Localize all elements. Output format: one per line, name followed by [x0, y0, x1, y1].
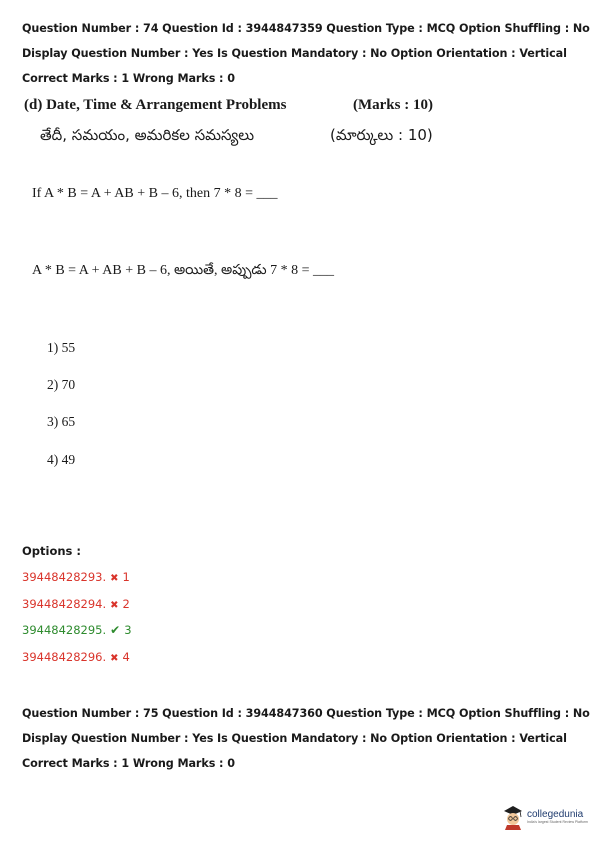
- choice-1: 1) 55: [47, 340, 76, 355]
- logo-text: collegedunia: [527, 808, 584, 820]
- mascot-icon: [502, 804, 524, 830]
- check-icon: ✔: [110, 623, 121, 637]
- section-title: (d) Date, Time & Arrangement Problems: [24, 97, 287, 113]
- cross-icon: ✖: [110, 573, 119, 584]
- logo-subtext: India's largest Student Review Platform: [527, 819, 588, 824]
- q74-header-line1: Question Number : 74 Question Id : 3944847359 Question Type : MCQ Option Shuffling : No: [22, 22, 590, 35]
- q75-header-line1: Question Number : 75 Question Id : 3944847360 Question Type : MCQ Option Shuffling : No: [22, 707, 590, 720]
- q75-header-line3: Correct Marks : 1 Wrong Marks : 0: [22, 757, 235, 770]
- option-row-1: [22, 570, 130, 584]
- question-text-te: A * B = A + AB + B – 6, అయితే, అప్పుడు 7 * 8 = ___: [32, 263, 335, 278]
- section-title-telugu: తేదీ, సమయం, అమరికల సమస్యలు: [40, 126, 255, 144]
- option-row-4: [22, 650, 130, 664]
- collegedunia-logo: [502, 804, 588, 830]
- section-marks-telugu: (మార్కులు : 10): [330, 126, 433, 144]
- cross-icon: ✖: [110, 653, 119, 664]
- cross-icon: ✖: [110, 600, 119, 611]
- choice-4: 4) 49: [47, 452, 76, 467]
- option-label: 1: [122, 570, 130, 584]
- option-id: 39448428296.: [22, 650, 107, 664]
- option-id: 39448428295.: [22, 623, 107, 637]
- choice-2: 2) 70: [47, 377, 76, 392]
- option-label: 3: [124, 623, 132, 637]
- option-id: 39448428293.: [22, 570, 107, 584]
- option-id: 39448428294.: [22, 597, 107, 611]
- q75-header-line2: Display Question Number : Yes Is Question Mandatory : No Option Orientation : Vertical: [22, 732, 567, 745]
- option-row-3: [22, 623, 132, 637]
- section-marks: (Marks : 10): [353, 97, 433, 113]
- q74-header-line3: Correct Marks : 1 Wrong Marks : 0: [22, 72, 235, 85]
- choice-3: 3) 65: [47, 414, 76, 429]
- options-label: Options :: [22, 544, 81, 558]
- option-label: 4: [122, 650, 130, 664]
- q74-header-line2: Display Question Number : Yes Is Question Mandatory : No Option Orientation : Vertical: [22, 47, 567, 60]
- question-text-en: If A * B = A + AB + B – 6, then 7 * 8 = ___: [32, 186, 278, 201]
- option-label: 2: [122, 597, 130, 611]
- option-row-2: [22, 597, 130, 611]
